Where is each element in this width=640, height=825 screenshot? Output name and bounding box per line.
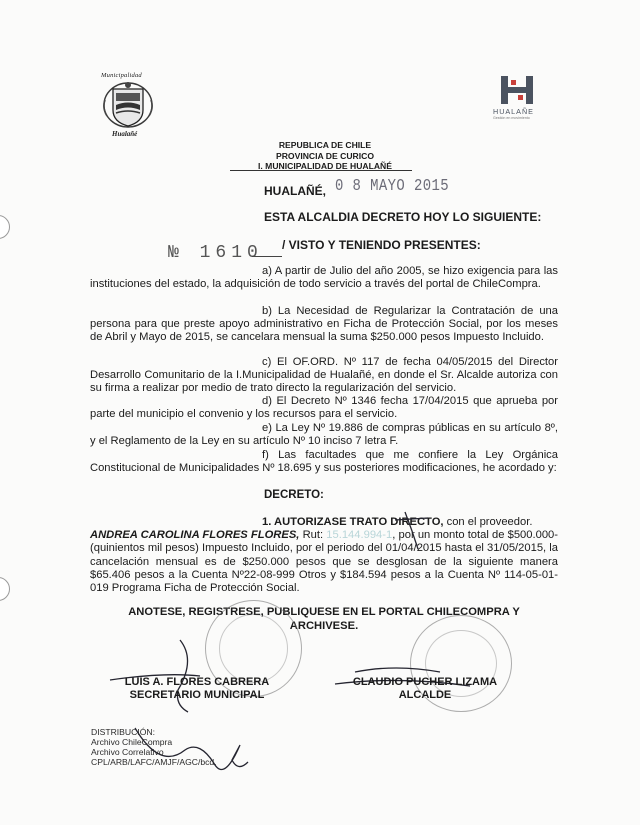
header-province: PROVINCIA DE CURICO bbox=[275, 150, 375, 161]
decree-intro: ESTA ALCALDIA DECRETO HOY LO SIGUIENTE: bbox=[264, 210, 542, 224]
provider-name: ANDREA CAROLINA FLORES FLORES, bbox=[90, 529, 300, 542]
date-place: HUALAÑÉ, bbox=[264, 184, 326, 198]
paragraph-e: e) La Ley Nº 19.886 de compras públicas en su artículo 8º, y el Reglamento de la Ley en su artículo Nº 10 inciso 7 letra F. bbox=[90, 422, 558, 448]
closing-line-2: ARCHIVESE. bbox=[289, 619, 359, 632]
paragraph-f: f) Las facultades que me confiere la Ley Orgánica Constitucional de Municipalidades Nº 18.695 y sus posteriores modificaciones, he acordado y: bbox=[90, 449, 558, 475]
distribution-item: Archivo Correlativo bbox=[91, 747, 164, 757]
distribution-list bbox=[91, 727, 217, 767]
mayor-name: CLAUDIO PUCHER LIZAMA bbox=[352, 676, 498, 688]
secretary-signature-block bbox=[112, 676, 282, 702]
closing-line-1: ANOTESE, REGISTRESE, PUBLIQUESE EN EL PORTAL CHILECOMPRA Y bbox=[128, 606, 520, 618]
header-country: REPUBLICA DE CHILE bbox=[278, 140, 372, 150]
decree-number-stamp: № 1610 bbox=[168, 243, 263, 263]
item-signature-initial bbox=[395, 512, 428, 549]
paragraph-c: c) El OF.ORD. Nº 117 de fecha 04/05/2015 del Director Desarrollo Comunitario de la I.Municipalidad de Hualañé, en donde el Sr. Alcalde autoriza con su firma a realizar por medio de trato directo la regularización del servicio. bbox=[90, 356, 558, 395]
item-1-provider-text: con el proveedor. bbox=[443, 516, 533, 528]
mayor-title: ALCALDE bbox=[398, 689, 452, 701]
mayor-signature-block bbox=[335, 676, 515, 702]
crest-text-top: Municipalidad bbox=[101, 72, 142, 79]
item-1-heading: 1. AUTORIZASE TRATO DIRECTO, bbox=[262, 516, 444, 528]
secretary-title: SECRETARIO MUNICIPAL bbox=[129, 689, 265, 701]
item-1-body: , por un monto total de $500.000- (quinientos mil pesos) Impuesto Incluido, por el periodo del 01/04/2015 hasta el 31/05/2015, la cancelación mensual es de $250.000 pesos que se desglosan de la siguiente manera $65.406 pesos a la Cuenta Nº22-08-999 Otros y $184.594 pesos a la Cuenta Nº 114-05-01-019 Programa Ficha de Protección Social. bbox=[90, 529, 558, 595]
rut-label: Rut: bbox=[299, 529, 324, 542]
secretary-name: LUIS A. FLORES CABRERA bbox=[124, 676, 270, 688]
distribution-item: CPL/ARB/LAFC/AMJF/AGC/bcd. bbox=[91, 757, 217, 767]
decreto-title: DECRETO: bbox=[264, 489, 324, 501]
header-municipality: I. MUNICIPALIDAD DE HUALAÑÉ bbox=[258, 161, 392, 171]
distribution-item: Archivo ChileCompra bbox=[91, 737, 173, 747]
rut-value-redacted: 15.144.994-1 bbox=[326, 529, 393, 542]
hualane-brand-name: HUALAÑE bbox=[493, 107, 534, 116]
paragraph-d: d) El Decreto Nº 1346 fecha 17/04/2015 que aprueba por parte del municipio el convenio y los recursos para el servicio. bbox=[90, 395, 558, 421]
crest-text-bottom: Hualañé bbox=[112, 130, 138, 138]
paragraph-b: b) La Necesidad de Regularizar la Contratación de una persona para que preste apoyo administrativo en Ficha de Protección Social, por los meses de Abril y Mayo de 2015, se cancelara mensual la suma $250.000 pesos Impuesto Incluido. bbox=[90, 305, 558, 344]
distribution-title: DISTRIBUCIÓN: bbox=[91, 727, 155, 737]
visto-title: / VISTO Y TENIENDO PRESENTES: bbox=[282, 238, 481, 252]
date-stamp: 0 8 MAYO 2015 bbox=[335, 177, 450, 196]
paragraph-a: a) A partir de Julio del año 2005, se hizo exigencia para las instituciones del estado, la adquisición de todo servicio a través del portal de ChileCompra. bbox=[90, 265, 558, 291]
hualane-tagline: Gestión en movimiento bbox=[493, 116, 530, 120]
